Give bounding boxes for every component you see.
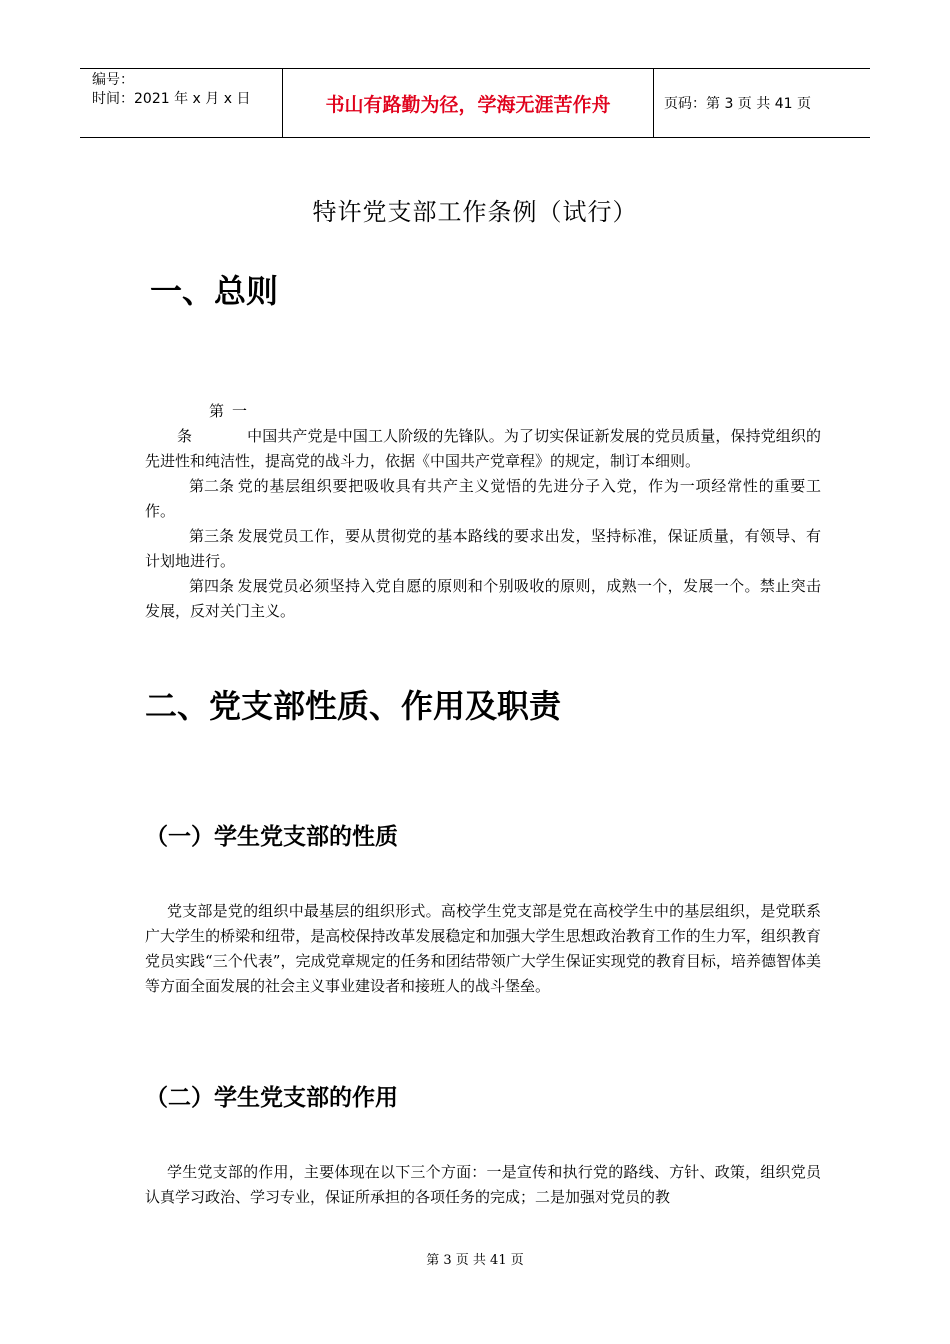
article-4	[145, 574, 821, 624]
article-text: 党的基层组织要把吸收具有共产主义觉悟的先进分子入党，作为一项经常性的重要工作。	[145, 477, 821, 520]
subsection2-text: 学生党支部的作用，主要体现在以下三个方面：一是宣传和执行党的路线、方针、政策，组织党员认真学习政治、学习专业，保证所承担的各项任务的完成；二是加强对党员的教	[145, 1163, 821, 1206]
article-1	[145, 399, 821, 474]
article-label: 第二条	[189, 477, 235, 495]
article-text: 发展党员工作，要从贯彻党的基本路线的要求出发，坚持标准，保证质量，有领导、有计划地进行。	[145, 527, 821, 570]
article-text: 发展党员必须坚持入党自愿的原则和个别吸收的原则，成熟一个，发展一个。禁止突击发展，反对关门主义。	[145, 577, 821, 620]
subsection1-text: 党支部是党的组织中最基层的组织形式。高校学生党支部是党在高校学生中的基层组织，是党联系广大学生的桥梁和纽带，是高校保持改革发展稳定和加强大学生思想政治教育工作的生力军，组织教育党员实践“三个代表”，完成党章规定的任务和团结带领广大学生保证实现党的教育目标，培养德智体美等方面全面发展的社会主义事业建设者和接班人的战斗堡垒。	[145, 902, 821, 995]
section2-heading: 二、党支部性质、作用及职责	[145, 687, 562, 725]
article-label: 第四条	[189, 577, 235, 595]
header-table	[80, 68, 870, 138]
subsection2-text-block	[145, 1160, 821, 1210]
number-label: 编号：	[92, 72, 134, 88]
article-label: 第一条	[177, 402, 247, 445]
article-3	[145, 524, 821, 574]
page-footer: 第 3 页 共 41 页	[426, 1253, 524, 1268]
document-title: 特许党支部工作条例（试行）	[312, 198, 638, 226]
subsection2-heading: （二）学生党支部的作用	[145, 1085, 398, 1111]
subsection1-heading: （一）学生党支部的性质	[145, 824, 398, 850]
subsection1-text-block	[145, 899, 821, 999]
header-motto: 书山有路勤为径，学海无涯苦作舟	[282, 69, 654, 137]
article-label: 第三条	[189, 527, 235, 545]
time-label: 时间：2021 年 x 月 x 日	[92, 91, 251, 107]
header-meta	[80, 69, 282, 137]
article-text: 中国共产党是中国工人阶级的先锋队。为了切实保证新发展的党员质量，保持党组织的先进性和纯洁性，提高党的战斗力，依据《中国共产党章程》的规定，制订本细则。	[145, 427, 821, 470]
section1-heading: 一、总则	[150, 272, 279, 310]
article-2	[145, 474, 821, 524]
header-page-info: 页码：第 3 页 共 41 页	[664, 96, 811, 112]
section1-articles	[145, 399, 821, 624]
